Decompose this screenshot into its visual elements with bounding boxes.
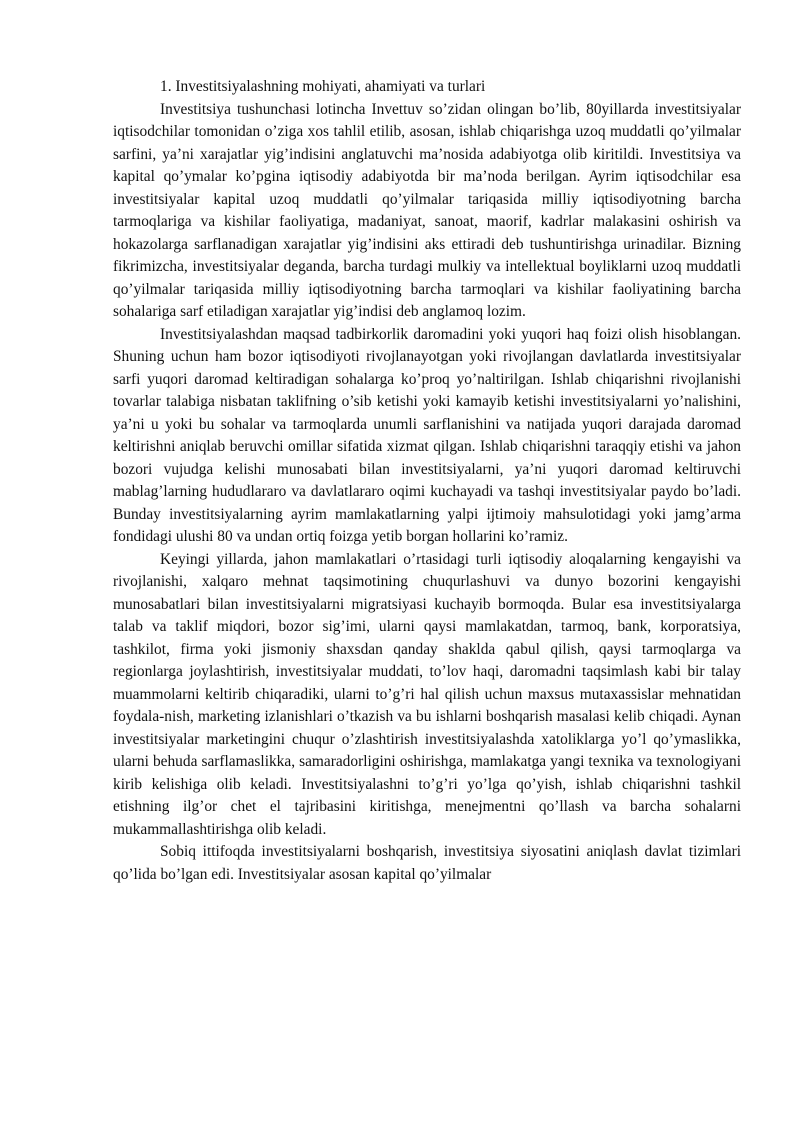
paragraph-1: Investitsiya tushunchasi lotincha Invettuv so’zidan olingan bo’lib, 80yillarda investitsiyalar iqtisodchilar tomonidan o’ziga xos tahlil etilib, asosan, ishlab chiqarishga uzoq muddatli qo’yilmalar sarfini, ya’ni xarajatlar yig’indisini anglatuvchi ma’nosida adabiyotga olib kiritildi. Investitsiya va kapital qo’ymalar ko’pgina iqtisodiy adabiyotda bir ma’noda berilgan. Ayrim iqtisodchilar esa investitsiyalar kapital uzoq muddatli qo’yilmalar tariqasida milliy iqtisodiyotning barcha tarmoqlariga va kishilar faoliyatiga, madaniyat, sanoat, maorif, kadrlar malakasini oshirish va hokazolarga sarflanadigan xarajatlar yig’indisini aks ettiradi deb tushuntirishga urinadilar. Bizning fikrimizcha, investitsiyalar deganda, barcha turdagi mulkiy va intellektual boyliklarni uzoq muddatli qo’yilmalar tariqasida milliy iqtisodiyotning barcha tarmoqlari va kishilar faoliyatining barcha sohalariga sarf etiladigan xarajatlar yig’indisi deb anglamoq lozim. bbox=[113, 100, 741, 320]
section-heading: 1. Investitsiyalashning mohiyati, ahamiyati va turlari bbox=[160, 78, 486, 95]
paragraph-4: Sobiq ittifoqda investitsiyalarni boshqarish, investitsiya siyosatini aniqlash davlat tizimlari qo’lida bo’lgan edi. Investitsiyalar asosan kapital qo’yilmalar bbox=[113, 843, 741, 883]
paragraph-3: Keyingi yillarda, jahon mamlakatlari o’rtasidagi turli iqtisodiy aloqalarning kengayishi va rivojlanishi, xalqaro mehnat taqsimotining chuqurlashuvi va dunyo bozorini kengayishi munosabatlari bilan investitsiyalarni migratsiyasi kuchayib bormoqda. Bular esa investitsiyalarga talab va taklif miqdori, bozor sig’imi, ularni qaysi mamlakatdan, tarmoq, bank, korporatsiya, tashkilot, firma yoki jismoniy shaxsdan qanday shaklda qabul qilish, qaysi tarmoqlarga va regionlarga joylashtirish, investitsiyalar muddati, to’lov haqi, daromadni taqsimlash kabi bir talay muammolarni keltirib chiqaradiki, ularni to’g’ri hal qilish uchun maxsus mutaxassislar mehnatidan foydala-nish, marketing izlanishlari o’tkazish va bu ishlarni boshqarish masalasi kelib chiqadi. Aynan investitsiyalar marketingini chuqur o’zlashtirish investitsiyalashda xatoliklarga yo’l qo’ymaslikka, ularni behuda sarflamaslikka, samaradorligini oshirishga, mamlakatga yangi texnika va texnologiyani kirib kelishiga olib keladi. Investitsiyalashni to’g’ri yo’lga qo’yish, ishlab chiqarishni tashkil etishning ilg’or chet el tajribasini kiritishga, menejmentni qo’llash va barcha sohalarni mukammallashtirishga olib keladi. bbox=[113, 550, 741, 838]
paragraph-2: Investitsiyalashdan maqsad tadbirkorlik daromadini yoki yuqori haq foizi olish hisoblangan. Shuning uchun ham bozor iqtisodiyoti rivojlanayotgan yoki rivojlangan davlatlarda investitsiyalar sarfi yuqori daromad keltiradigan sohalarga ko’proq yo’naltirilgan. Ishlab chiqarishni rivojlanishi tovarlar talabiga nisbatan taklifning o’sib ketishi yoki kamayib ketishi investitsiyalarni yo’nalishini, ya’ni u yoki bu sohalar va tarmoqlarda unumli sarflanishini va natijada yuqori darajada daromad keltirishni aniqlab beruvchi omillar sifatida xizmat qilgan. Ishlab chiqarishni taraqqiy etishi va jahon bozori vujudga kelishi munosabati bilan investitsiyalarni, ya’ni yuqori daromad keltiruvchi mablag’larning hududlararo va davlatlararo oqimi kuchayadi va tashqi investitsiyalar paydo bo’ladi. Bunday investitsiyalarning ayrim mamlakatlarning yalpi ijtimoiy mahsulotidagi yoki jamg’arma fondidagi ulushi 80 va undan ortiq foizga yetib borgan hollarini ko’ramiz. bbox=[113, 325, 741, 545]
document-page bbox=[113, 76, 741, 886]
